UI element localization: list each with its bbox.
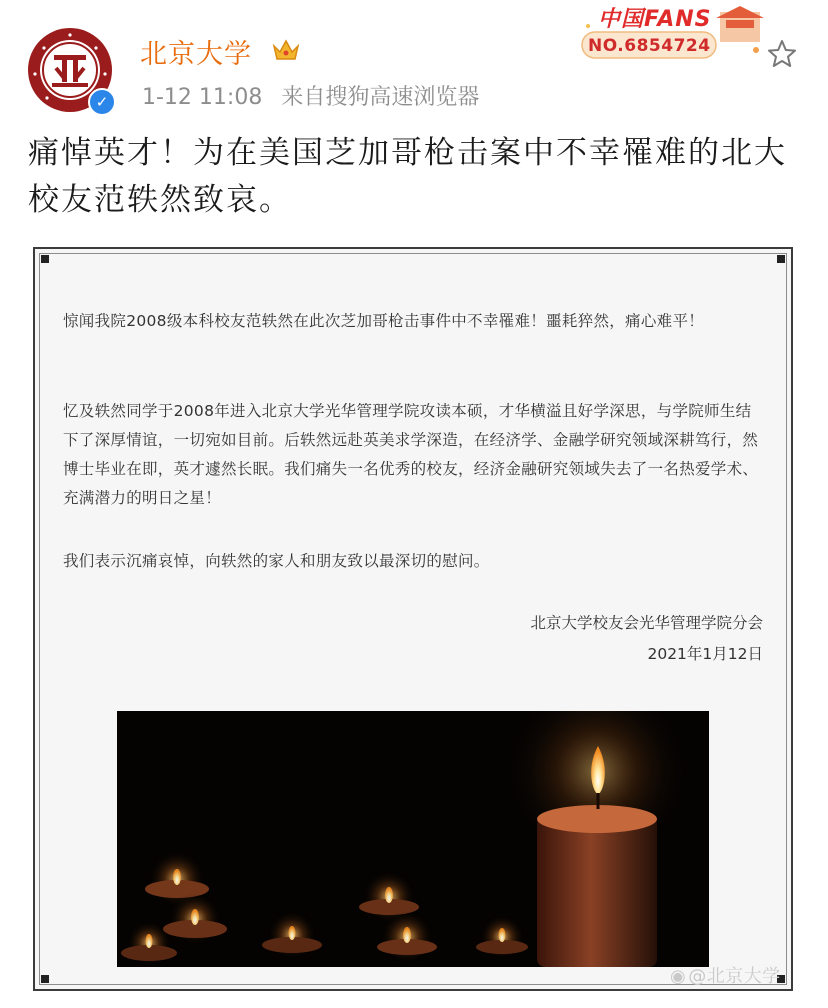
notice-date: 2021年1月12日 xyxy=(647,645,763,663)
account-name[interactable]: 北京大学 xyxy=(140,39,252,70)
post-header xyxy=(0,0,828,120)
corner-mark xyxy=(41,255,49,263)
post-time: 1-12 11:08 xyxy=(142,85,263,110)
notice-signer: 北京大学校友会光华管理学院分会 xyxy=(530,614,763,632)
verified-icon: ✓ xyxy=(88,88,116,116)
fans-badge[interactable] xyxy=(580,2,766,62)
notice-paragraph-1: 惊闻我院2008级本科校友范轶然在此次芝加哥枪击事件中不幸罹难！噩耗猝然，痛心难平！ xyxy=(63,312,705,330)
weibo-eye-icon: ◉ xyxy=(670,966,687,987)
corner-mark xyxy=(41,975,49,983)
watermark-text: @北京大学 xyxy=(688,966,781,987)
notice-paragraph-2: 忆及轶然同学于2008年进入北京大学光华管理学院攻读本硕，才华横溢且好学深思，与学院师生结下了深厚情谊，一切宛如目前。后轶然远赴英美求学深造，在经济学、金融学研究领域深耕笃行，然博士毕业在即，英才遽然长眠。我们痛失一名优秀的校友，经济金融研究领域失去了一名热爱学术、充满潜力的明日之星！ xyxy=(63,402,759,507)
candles-icon xyxy=(117,711,709,967)
crown-icon[interactable] xyxy=(272,38,300,62)
weibo-watermark xyxy=(670,962,781,988)
post-source[interactable]: 来自搜狗高速浏览器 xyxy=(281,85,480,110)
notice-paragraph-3: 我们表示沉痛哀悼，向轶然的家人和朋友致以最深切的慰问。 xyxy=(63,552,490,570)
star-icon[interactable] xyxy=(766,38,798,70)
post-text: 痛悼英才！为在美国芝加哥枪击案中不幸罹难的北大校友范轶然致哀。 xyxy=(28,135,787,218)
fans-badge-title: 中国FANS xyxy=(598,7,712,32)
candle-photo xyxy=(117,711,709,967)
corner-mark xyxy=(777,255,785,263)
post-meta xyxy=(142,80,479,111)
memorial-notice-image[interactable] xyxy=(33,247,793,991)
fans-badge-number: NO.6854724 xyxy=(588,36,711,56)
